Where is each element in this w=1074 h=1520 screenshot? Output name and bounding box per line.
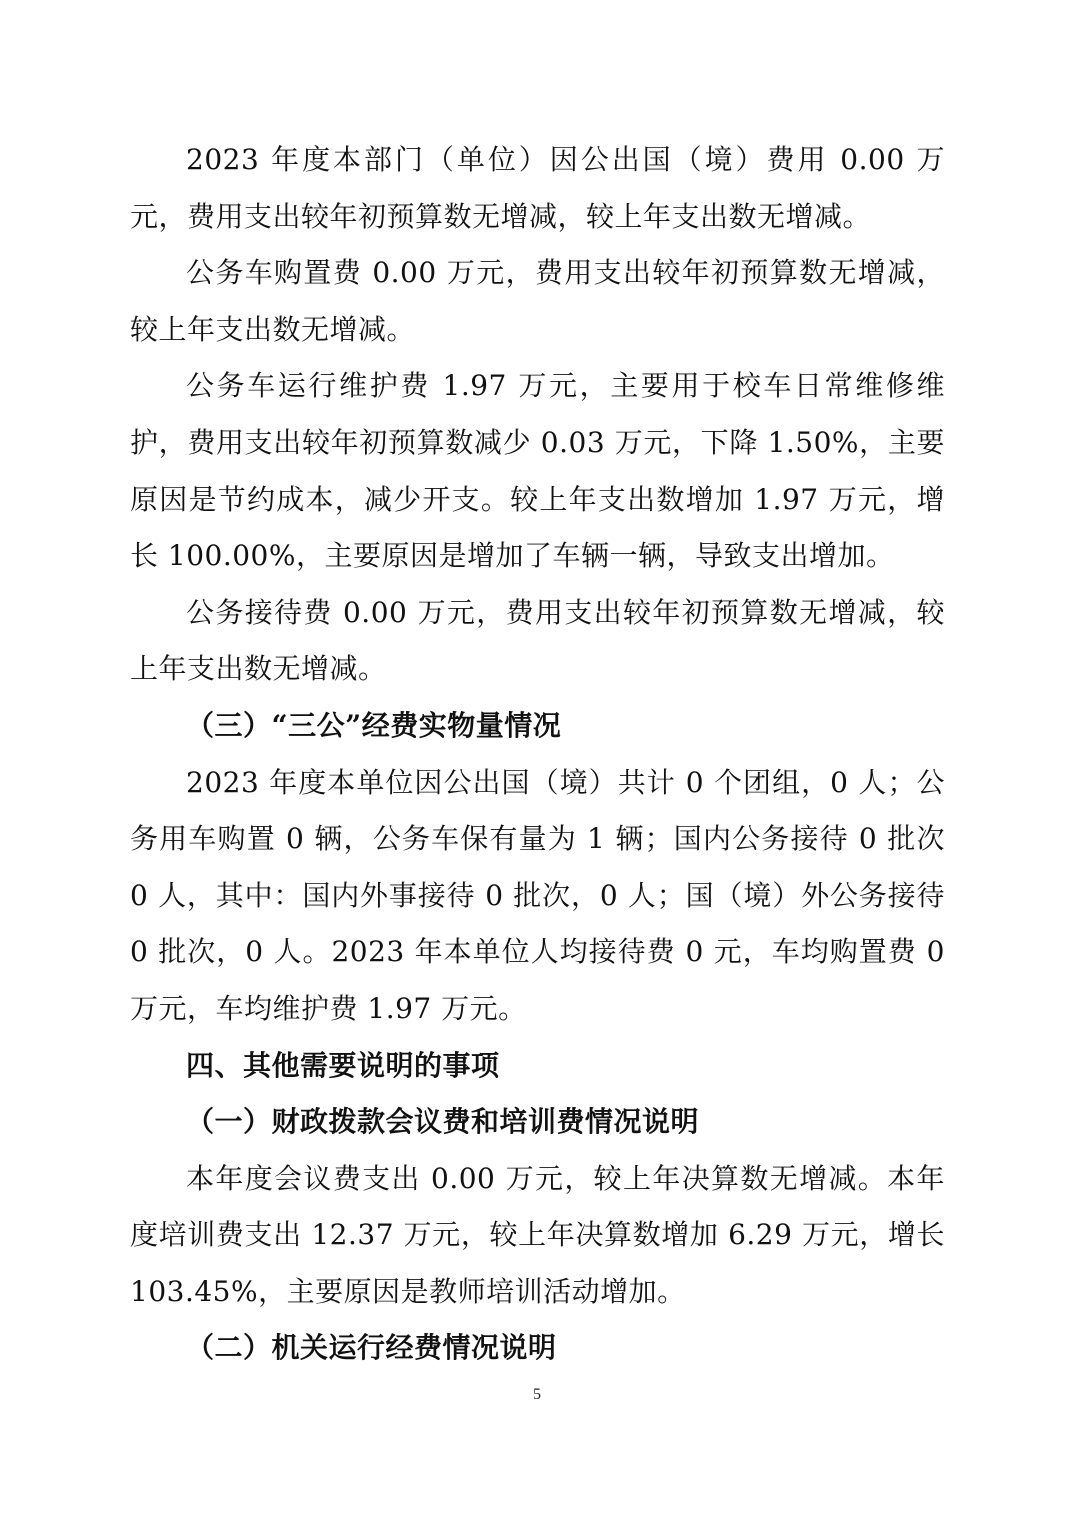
- heading-sangong-physical: （三）“三公”经费实物量情况: [186, 708, 562, 742]
- heading-meeting-training: （一）财政拨款会议费和培训费情况说明: [186, 1105, 700, 1139]
- heading-section-four: 四、其他需要说明的事项: [186, 1048, 500, 1082]
- paragraph-vehicle-purchase: 公务车购置费 0.00 万元，费用支出较年初预算数无增减，较上年支出数无增减。: [130, 256, 945, 346]
- heading-operation-funds: （二）机关运行经费情况说明: [186, 1331, 557, 1365]
- paragraph-meeting-training: 本年度会议费支出 0.00 万元，较上年决算数无增减。本年度培训费支出 12.37 万元，较上年决算数增加 6.29 万元，增长 103.45%，主要原因是教师培训活动增加。: [130, 1161, 945, 1308]
- paragraph-overseas-travel: 2023 年度本部门（单位）因公出国（境）费用 0.00 万元，费用支出较年初预算数无增减，较上年支出数无增减。: [130, 143, 945, 233]
- paragraph-reception: 公务接待费 0.00 万元，费用支出较年初预算数无增减，较上年支出数无增减。: [130, 595, 945, 686]
- page-number: 5: [533, 1386, 541, 1403]
- paragraph-sangong-physical: 2023 年度本单位因公出国（境）共计 0 个团组，0 人；公务用车购置 0 辆，公务车保有量为 1 辆；国内公务接待 0 批次 0 人，其中：国内外事接待 0 批次，0 人；国（境）外公务接待 0 批次，0 人。2023 年本单位人均接待费 0 元，车均购置费 0 万元，车均维护费 1.97 万元。: [130, 765, 945, 1025]
- paragraph-vehicle-maintenance: 公务车运行维护费 1.97 万元，主要用于校车日常维修维护，费用支出较年初预算数减少 0.03 万元，下降 1.50%，主要原因是节约成本，减少开支。较上年支出数增加 1.97 万元，增长 100.00%，主要原因是增加了车辆一辆，导致支出增加。: [130, 369, 945, 573]
- document-body: [130, 132, 945, 1377]
